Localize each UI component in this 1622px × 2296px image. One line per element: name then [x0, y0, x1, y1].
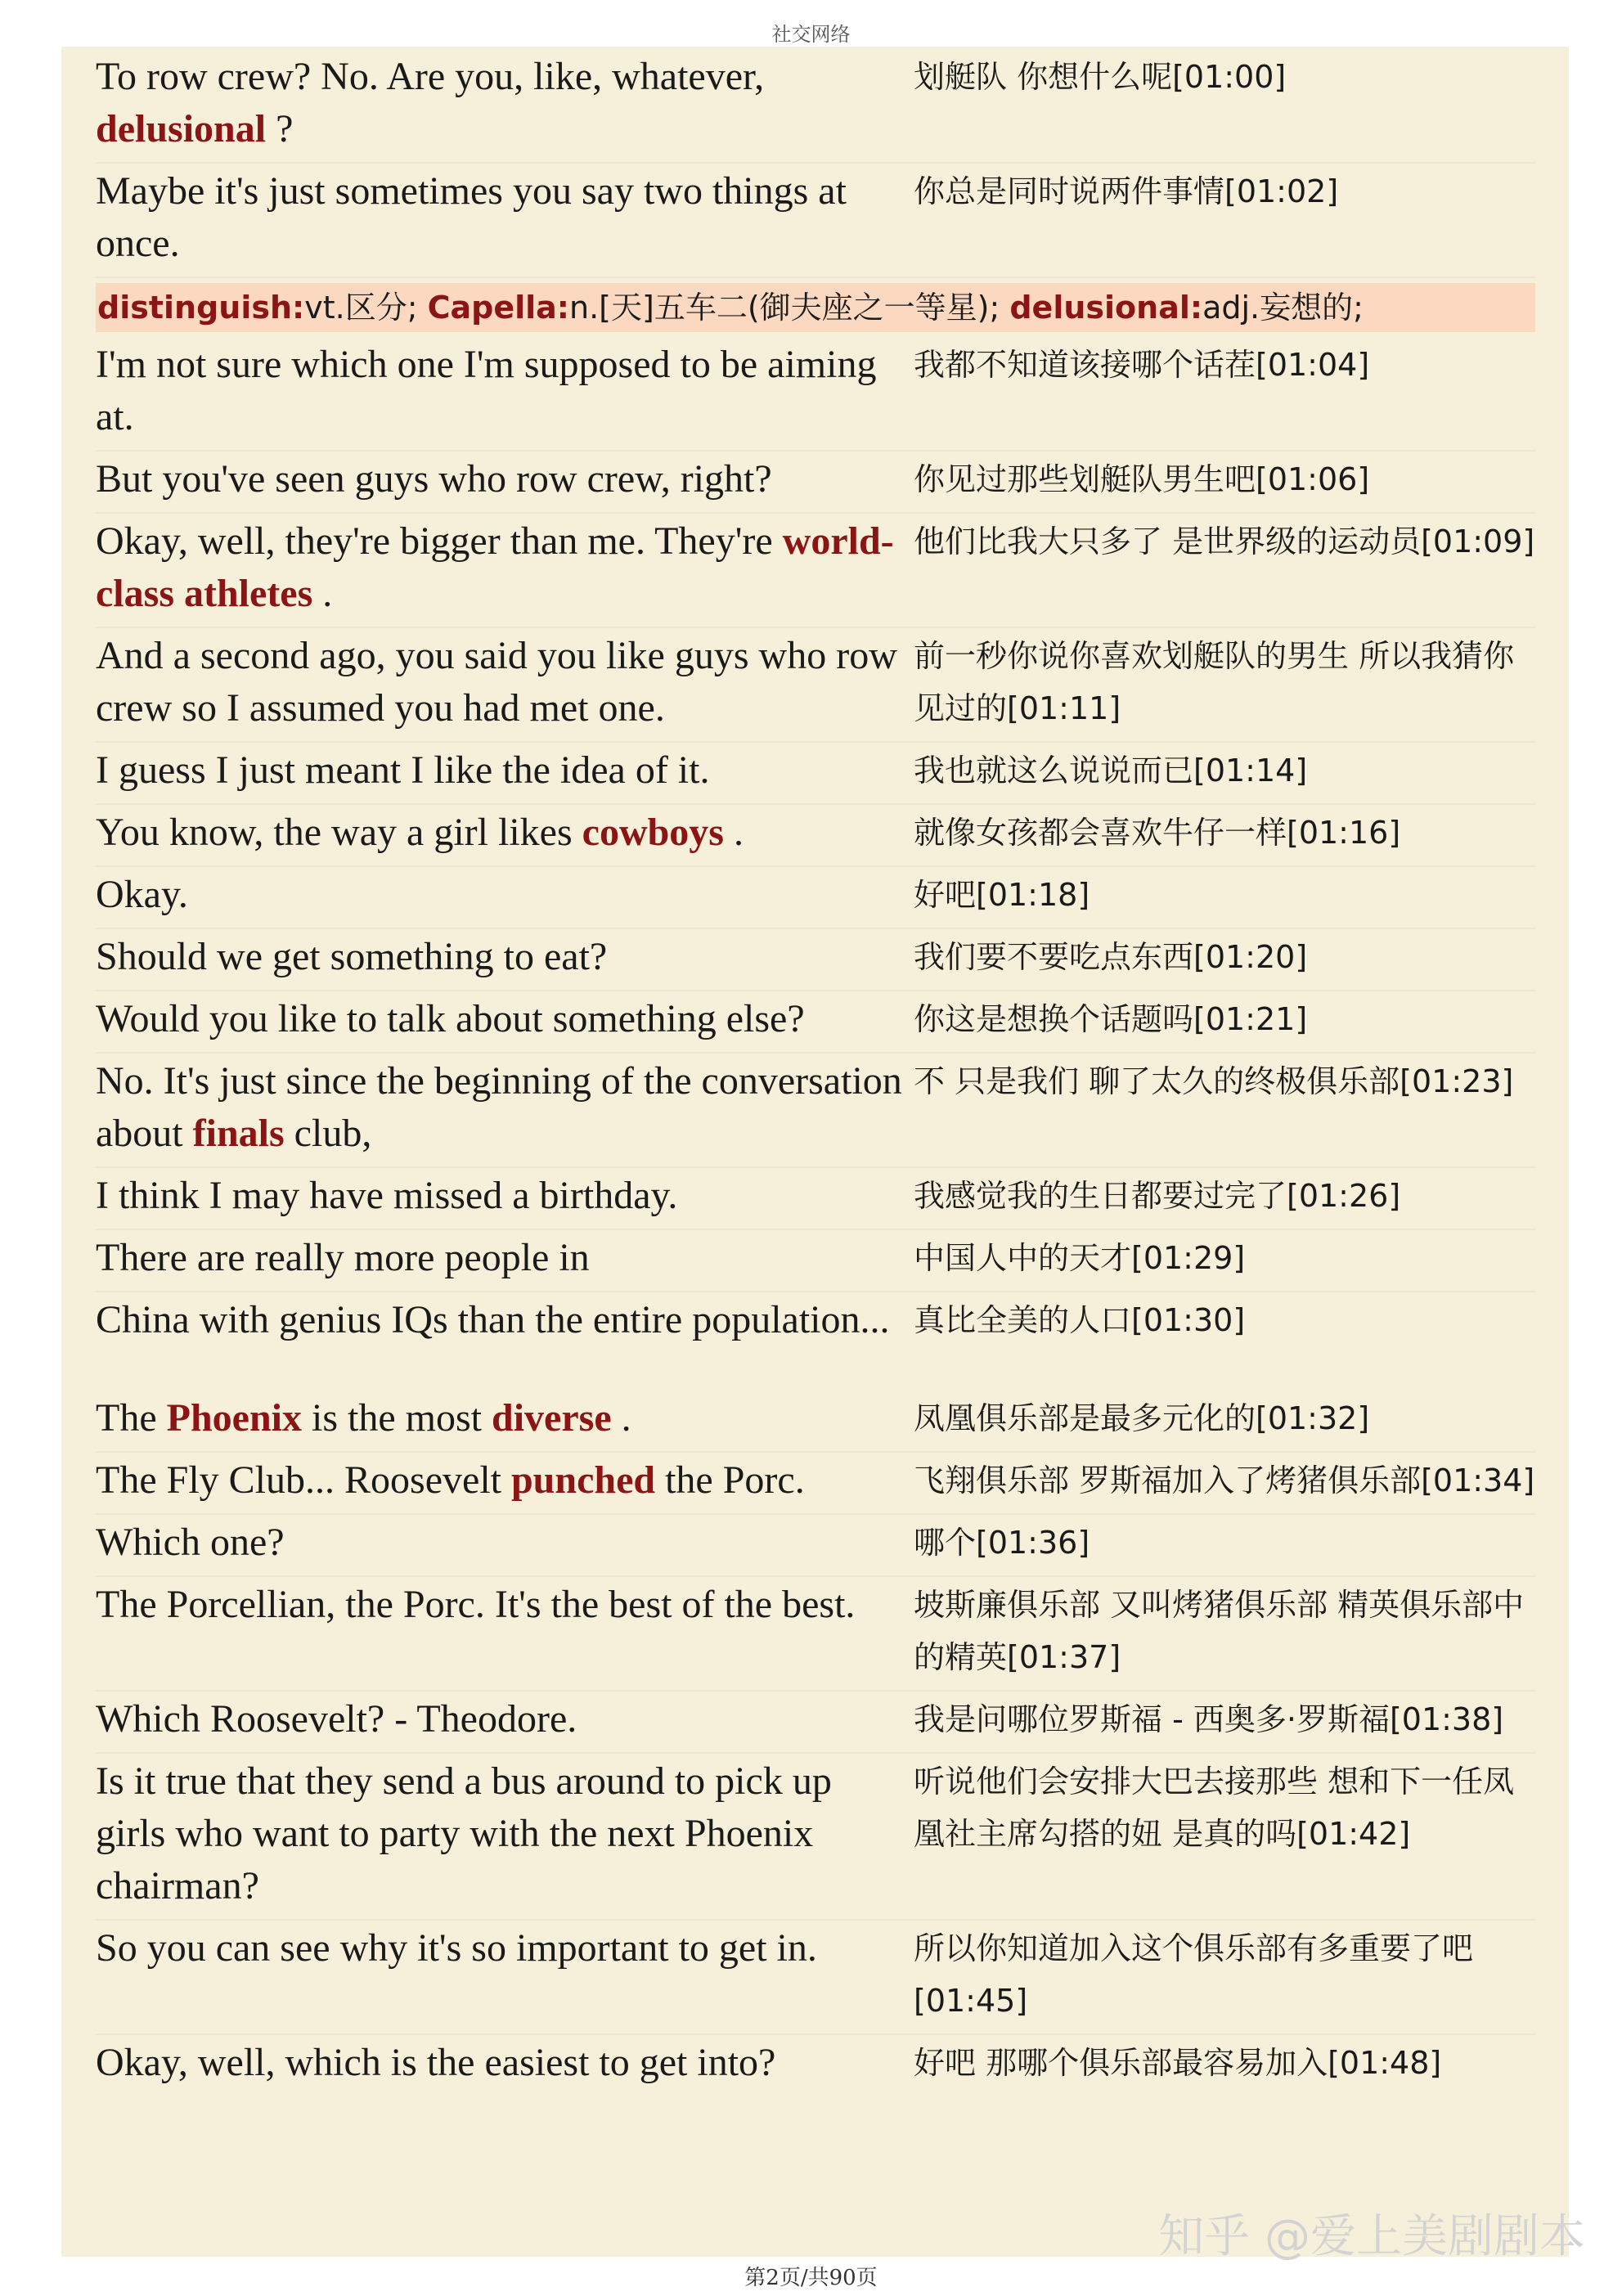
english-text: You know, the way a girl likes: [96, 811, 582, 854]
english-line: [96, 929, 914, 990]
chinese-line: 好吧 那哪个俱乐部最容易加入[01:48]: [914, 2045, 1442, 2081]
english-text: ?: [266, 107, 294, 151]
subtitle-row: [96, 1391, 1535, 1453]
subtitle-row: [96, 1168, 1535, 1230]
english-line: [96, 1054, 914, 1166]
english-text: is the most: [301, 1396, 492, 1440]
subtitle-row: [96, 1921, 1535, 2035]
chinese-line: 听说他们会安排大巴去接那些 想和下一任凤凰社主席勾搭的妞 是真的吗[01:42]: [914, 1764, 1515, 1852]
chinese-line: 他们比我大只多了 是世界级的运动员[01:09]: [914, 523, 1535, 559]
english-text: There are really more people in: [96, 1236, 590, 1279]
subtitle-row: [96, 628, 1535, 743]
chinese-line: 好吧[01:18]: [914, 877, 1090, 913]
english-text: Would you like to talk about something else?: [96, 997, 805, 1040]
english-text: .: [611, 1396, 631, 1440]
english-text: The: [96, 1396, 167, 1440]
english-text: But you've seen guys who row crew, right?: [96, 457, 772, 501]
english-text: The Fly Club... Roosevelt: [96, 1458, 511, 1502]
watermark: 知乎 @爱上美剧剧本: [1158, 2210, 1585, 2263]
english-text: Which one?: [96, 1521, 285, 1564]
english-text: Which Roosevelt? - Theodore.: [96, 1697, 577, 1741]
english-text: And a second ago, you said you like guys who row crew so I assumed you had met one.: [96, 634, 897, 730]
english-line: [96, 1391, 914, 1451]
english-line: [96, 1230, 914, 1291]
chinese-line: 我感觉我的生日都要过完了[01:26]: [914, 1178, 1401, 1214]
english-line: [96, 514, 914, 627]
english-line: [96, 1453, 914, 1513]
subtitle-group-c: [96, 1391, 1535, 2096]
subtitle-row: [96, 1054, 1535, 1168]
subtitle-row: [96, 2035, 1535, 2096]
subtitle-row: [96, 337, 1535, 452]
subtitle-row: [96, 1230, 1535, 1292]
subtitle-row: [96, 743, 1535, 805]
english-text: Maybe it's just sometimes you say two things at once.: [96, 169, 847, 265]
chinese-line: 我都不知道该接哪个话茬[01:04]: [914, 347, 1370, 383]
english-line: [96, 1754, 914, 1919]
subtitle-row: [96, 164, 1535, 278]
chinese-line: 坡斯廉俱乐部 又叫烤猪俱乐部 精英俱乐部中的精英[01:37]: [914, 1587, 1525, 1675]
chinese-line: 不 只是我们 聊了太久的终极俱乐部[01:23]: [914, 1063, 1514, 1099]
highlighted-word: finals: [192, 1112, 285, 1155]
english-line: [96, 1168, 914, 1229]
subtitle-row: [96, 867, 1535, 929]
subtitle-row: [96, 1754, 1535, 1921]
subtitle-row: [96, 514, 1535, 628]
english-line: [96, 164, 914, 276]
chinese-line: 我是问哪位罗斯福 - 西奥多·罗斯福[01:38]: [914, 1701, 1504, 1737]
page-number: 第2页/共90页: [744, 2266, 878, 2290]
subtitle-row: [96, 1577, 1535, 1692]
chinese-line: 你这是想换个话题吗[01:21]: [914, 1001, 1308, 1037]
chinese-line: 飞翔俱乐部 罗斯福加入了烤猪俱乐部[01:34]: [914, 1463, 1535, 1498]
english-line: [96, 1515, 914, 1575]
english-line: [96, 2035, 914, 2096]
chinese-line: 所以你知道加入这个俱乐部有多重要了吧[01:45]: [914, 1930, 1474, 2019]
english-text: So you can see why it's so important to get in.: [96, 1926, 817, 1970]
subtitle-row: [96, 1515, 1535, 1577]
english-text: China with genius IQs than the entire population...: [96, 1298, 890, 1341]
vocab-word: distinguish:: [97, 290, 305, 326]
english-text: I'm not sure which one I'm supposed to be aiming at.: [96, 343, 877, 438]
vocab-definition: adj.妄想的;: [1202, 290, 1364, 326]
english-line: [96, 991, 914, 1052]
highlighted-word: punched: [510, 1458, 656, 1502]
subtitle-row: [96, 929, 1535, 991]
highlighted-word: cowboys: [582, 811, 724, 854]
english-line: [96, 628, 914, 741]
document-header: 社交网络: [771, 23, 851, 46]
english-line: [96, 337, 914, 450]
chinese-line: 凤凰俱乐部是最多元化的[01:32]: [914, 1400, 1370, 1436]
english-line: [96, 1921, 914, 2033]
english-text: I guess I just meant I like the idea of it.: [96, 748, 710, 792]
chinese-line: 哪个[01:36]: [914, 1525, 1090, 1561]
subtitle-row: [96, 1292, 1535, 1353]
chinese-line: 中国人中的天才[01:29]: [914, 1240, 1246, 1276]
chinese-line: 划艇队 你想什么呢[01:00]: [914, 59, 1287, 95]
highlighted-word: world-class athletes: [96, 519, 894, 615]
english-text: club,: [284, 1112, 372, 1155]
section-gap: [96, 1353, 1535, 1391]
vocab-word: delusional:: [1009, 290, 1203, 326]
english-text: Okay, well, they're bigger than me. They're: [96, 519, 783, 563]
english-text: Okay, well, which is the easiest to get into?: [96, 2041, 776, 2084]
chinese-line: 我也就这么说说而已[01:14]: [914, 753, 1308, 789]
chinese-line: 你总是同时说两件事情[01:02]: [914, 173, 1339, 209]
english-line: [96, 805, 914, 865]
highlighted-word: Phoenix: [166, 1396, 302, 1440]
subtitle-row: [96, 991, 1535, 1054]
english-text: .: [723, 811, 744, 854]
highlighted-word: diverse: [492, 1396, 612, 1440]
subtitle-group-b: [96, 337, 1535, 1353]
english-text: To row crew? No. Are you, like, whatever,: [96, 55, 765, 98]
subtitle-row: [96, 1692, 1535, 1754]
subtitle-group-a: [96, 49, 1535, 278]
vocabulary-bar: [96, 283, 1535, 332]
chinese-line: 你见过那些划艇队男生吧[01:06]: [914, 461, 1370, 497]
subtitle-row: [96, 1453, 1535, 1515]
english-line: [96, 1577, 914, 1690]
english-line: [96, 1292, 914, 1353]
english-text: The Porcellian, the Porc. It's the best of the best.: [96, 1583, 856, 1626]
vocab-word: Capella:: [427, 290, 569, 326]
english-text: I think I may have missed a birthday.: [96, 1174, 678, 1217]
english-text: No. It's just since the beginning of the conversation about: [96, 1059, 902, 1155]
highlighted-word: delusional: [96, 107, 267, 151]
subtitle-row: [96, 49, 1535, 164]
english-line: [96, 743, 914, 803]
vocab-definition: vt.区分;: [304, 290, 428, 326]
english-text: Should we get something to eat?: [96, 935, 608, 978]
chinese-line: 就像女孩都会喜欢牛仔一样[01:16]: [914, 815, 1401, 851]
english-line: [96, 1692, 914, 1752]
vocab-definition: n.[天]五车二(御夫座之一等星);: [569, 290, 1010, 326]
subtitle-row: [96, 452, 1535, 514]
subtitle-row: [96, 805, 1535, 867]
chinese-line: 前一秒你说你喜欢划艇队的男生 所以我猜你见过的[01:11]: [914, 638, 1515, 726]
english-text: the Porc.: [655, 1458, 805, 1502]
english-text: Okay.: [96, 873, 188, 916]
chinese-line: 我们要不要吃点东西[01:20]: [914, 939, 1308, 975]
subtitle-list: [96, 49, 1535, 2096]
english-line: [96, 867, 914, 928]
chinese-line: 真比全美的人口[01:30]: [914, 1302, 1246, 1338]
english-text: .: [312, 572, 333, 615]
english-text: Is it true that they send a bus around to pick up girls who want to party with the next Phoenix chairman?: [96, 1759, 832, 1907]
english-line: [96, 49, 914, 162]
english-line: [96, 452, 914, 512]
